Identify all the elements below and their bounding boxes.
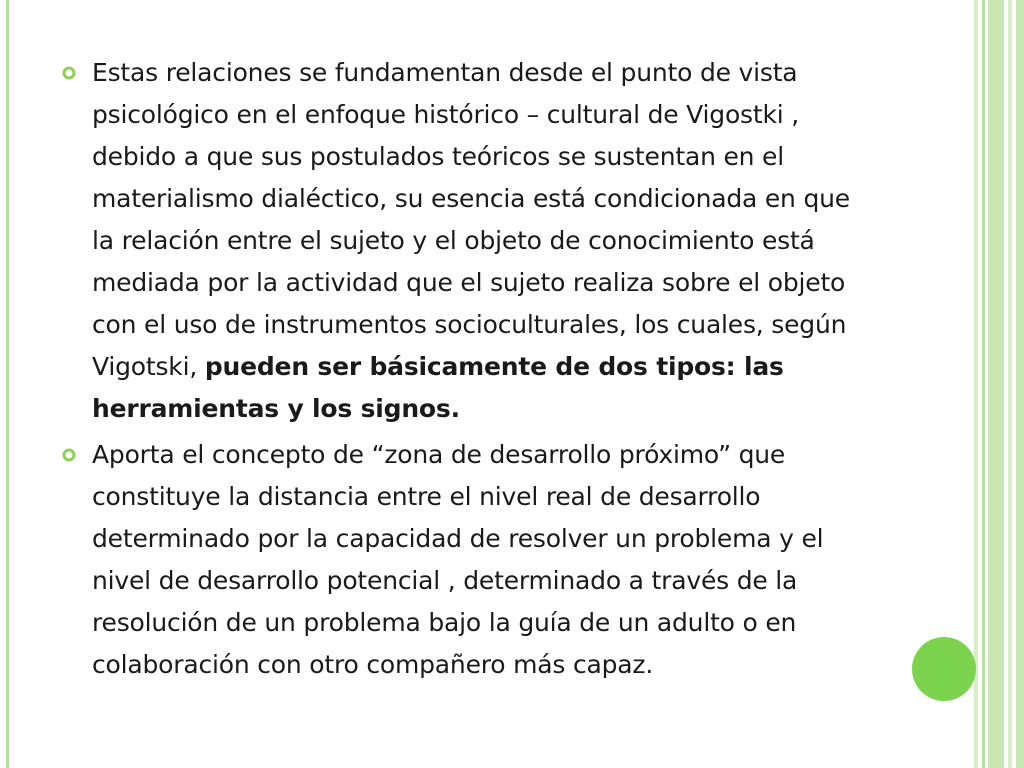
bullet-text-bold: pueden ser básicamente de dos tipos: las herramientas y los signos. — [92, 352, 784, 423]
bullet-item — [60, 434, 870, 686]
decorative-green-circle — [912, 637, 976, 701]
left-border-stripe — [6, 0, 9, 768]
stripe — [982, 0, 985, 768]
bullet-text: Estas relaciones se fundamentan desde el punto de vista psicológico en el enfoque histórico – cultural de Vigostki , debido a que sus postulados teóricos se sustentan en el materialismo dialéctico, su esencia está condicionada en que la relación entre el sujeto y el objeto de conocimiento está mediada por la actividad que el sujeto realiza sobre el objeto con el uso de instrumentos socioculturales, los cuales, según Vigotski, — [92, 58, 850, 381]
bullet-text: Aporta el concepto de “zona de desarrollo próximo” que constituye la distancia entre el nivel real de desarrollo determinado por la capacidad de resolver un problema y el nivel de desarrollo potencial , determinado a través de la resolución de un problema bajo la guía de un adulto o en colaboración con otro compañero más capaz. — [92, 440, 824, 679]
stripe — [1016, 0, 1024, 768]
bullet-item — [60, 52, 870, 430]
stripe — [974, 0, 978, 768]
stripe — [988, 0, 1004, 768]
bullet-ring-icon — [62, 66, 76, 80]
slide-body — [60, 52, 870, 686]
stripe — [1008, 0, 1012, 768]
right-decorative-stripes — [974, 0, 1024, 768]
bullet-ring-icon — [62, 448, 76, 462]
